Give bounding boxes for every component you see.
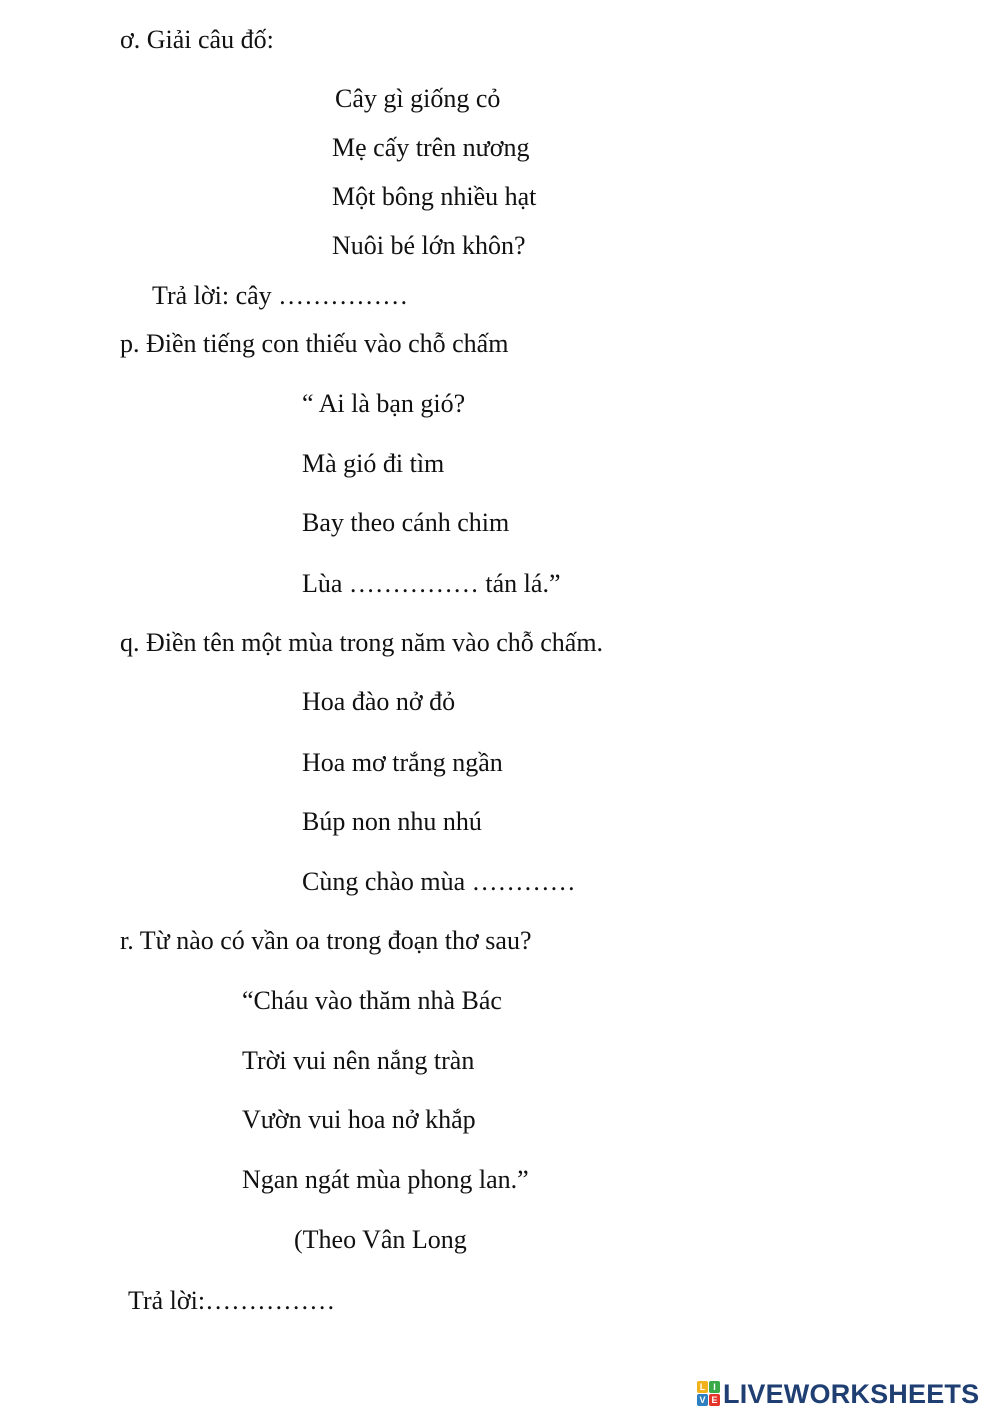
logo-tile-l: L <box>697 1381 708 1393</box>
poem-line: Búp non nhu nhú <box>302 807 482 836</box>
poem-line: “Cháu vào thăm nhà Bác <box>242 986 502 1015</box>
poem-line: “ Ai là bạn gió? <box>302 389 466 418</box>
section-q-heading: q. Điền tên một mùa trong năm vào chỗ chấm. <box>120 628 604 657</box>
poem-source: (Theo Vân Long <box>294 1225 467 1254</box>
riddle-line: Nuôi bé lớn khôn? <box>332 231 526 260</box>
poem-line: Bay theo cánh chim <box>302 508 510 537</box>
poem-line: Mà gió đi tìm <box>302 449 445 478</box>
liveworksheets-mark-icon <box>697 1381 721 1407</box>
poem-line: Hoa đào nở đỏ <box>302 687 456 716</box>
section-o-answer: Trả lời: cây …………… <box>152 281 409 310</box>
riddle-line: Một bông nhiều hạt <box>332 182 537 211</box>
poem-line: Cùng chào mùa ………… <box>302 867 576 896</box>
section-r-heading: r. Từ nào có vần oa trong đoạn thơ sau? <box>120 926 532 955</box>
section-o-heading: ơ. Giải câu đố: <box>120 25 274 54</box>
riddle-line: Mẹ cấy trên nương <box>332 133 530 162</box>
poem-line: Lùa …………… tán lá.” <box>302 569 561 598</box>
poem-line: Vườn vui hoa nở khắp <box>242 1105 476 1134</box>
logo-tile-i: I <box>709 1381 720 1393</box>
riddle-line: Cây gì giống cỏ <box>335 84 501 113</box>
logo-tile-v: V <box>697 1394 708 1406</box>
poem-line: Ngan ngát mùa phong lan.” <box>242 1165 529 1194</box>
section-p-heading: p. Điền tiếng con thiếu vào chỗ chấm <box>120 329 509 358</box>
poem-line: Trời vui nên nắng tràn <box>242 1046 475 1075</box>
section-r-answer: Trả lời:…………… <box>128 1286 336 1315</box>
liveworksheets-wordmark: LIVEWORKSHEETS <box>723 1378 980 1409</box>
liveworksheets-logo <box>697 1379 979 1409</box>
logo-tile-e: E <box>709 1394 720 1406</box>
poem-line: Hoa mơ trắng ngần <box>302 748 503 777</box>
